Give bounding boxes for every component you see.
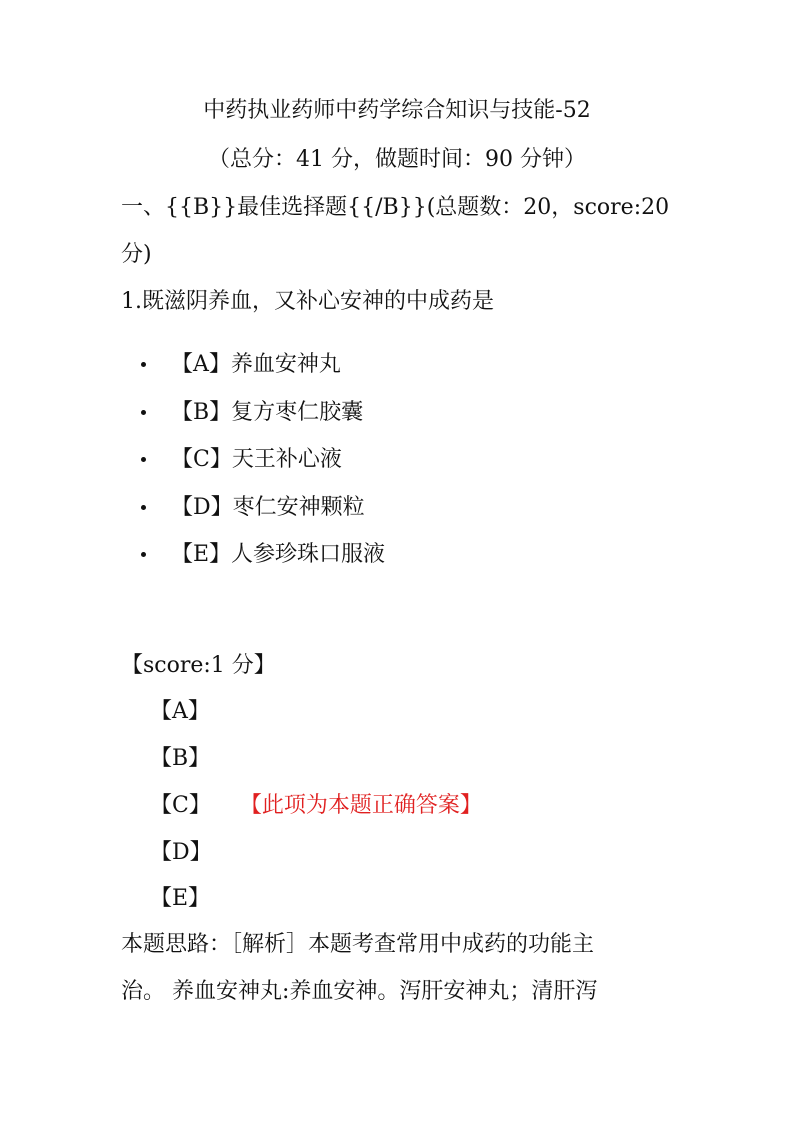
question-text: 1.既滋阴养血，又补心安神的中成药是 [121,289,494,314]
bullet-icon [141,457,146,462]
answer-choice-b [150,744,210,774]
option-label: 【C】天王补心液 [171,447,342,472]
option-label: 【B】复方枣仁胶囊 [171,399,364,425]
option-a [141,350,385,398]
analysis-text: 本题思路：［解析］本题考查常用中成药的功能主 [121,932,595,957]
answer-choice-label: 【C】 [150,793,211,818]
score-label: 【score:1 分】 [121,653,276,678]
answer-choice-a [150,697,210,727]
option-c [141,445,385,493]
option-e [141,540,385,588]
section-heading-continued: 分) [121,242,152,267]
bullet-icon [141,552,146,557]
correct-answer-mark: 【此项为本题正确答案】 [250,793,482,818]
option-d [141,493,385,541]
bullet-icon [141,362,146,367]
page-title: 中药执业药师中药学综合知识与技能-52 [203,98,591,123]
answer-choice-e [150,884,210,914]
section-heading: 一、{{B}}最佳选择题{{/B}}(总题数：20，score:20 [121,195,670,220]
option-b [141,398,385,446]
option-list [141,350,385,588]
answer-choice-label: 【D】 [150,840,212,865]
option-label: 【D】枣仁安神颗粒 [171,494,365,520]
answer-choice-label: 【E】 [150,886,211,911]
bullet-icon [141,410,146,415]
answer-choice-d [150,838,212,868]
exam-meta: （总分：41 分，做题时间：90 分钟） [208,147,586,172]
answer-choice-label: 【A】 [150,699,210,724]
answer-choice-label: 【B】 [150,746,211,771]
option-label: 【A】养血安神丸 [171,352,341,377]
bullet-icon [141,505,146,510]
analysis-text-continued: 治。 养血安神丸:养血安神。泻肝安神丸；清肝泻 [121,979,598,1004]
answer-choice-c [150,791,482,821]
option-label: 【E】人参珍珠口服液 [171,542,386,567]
